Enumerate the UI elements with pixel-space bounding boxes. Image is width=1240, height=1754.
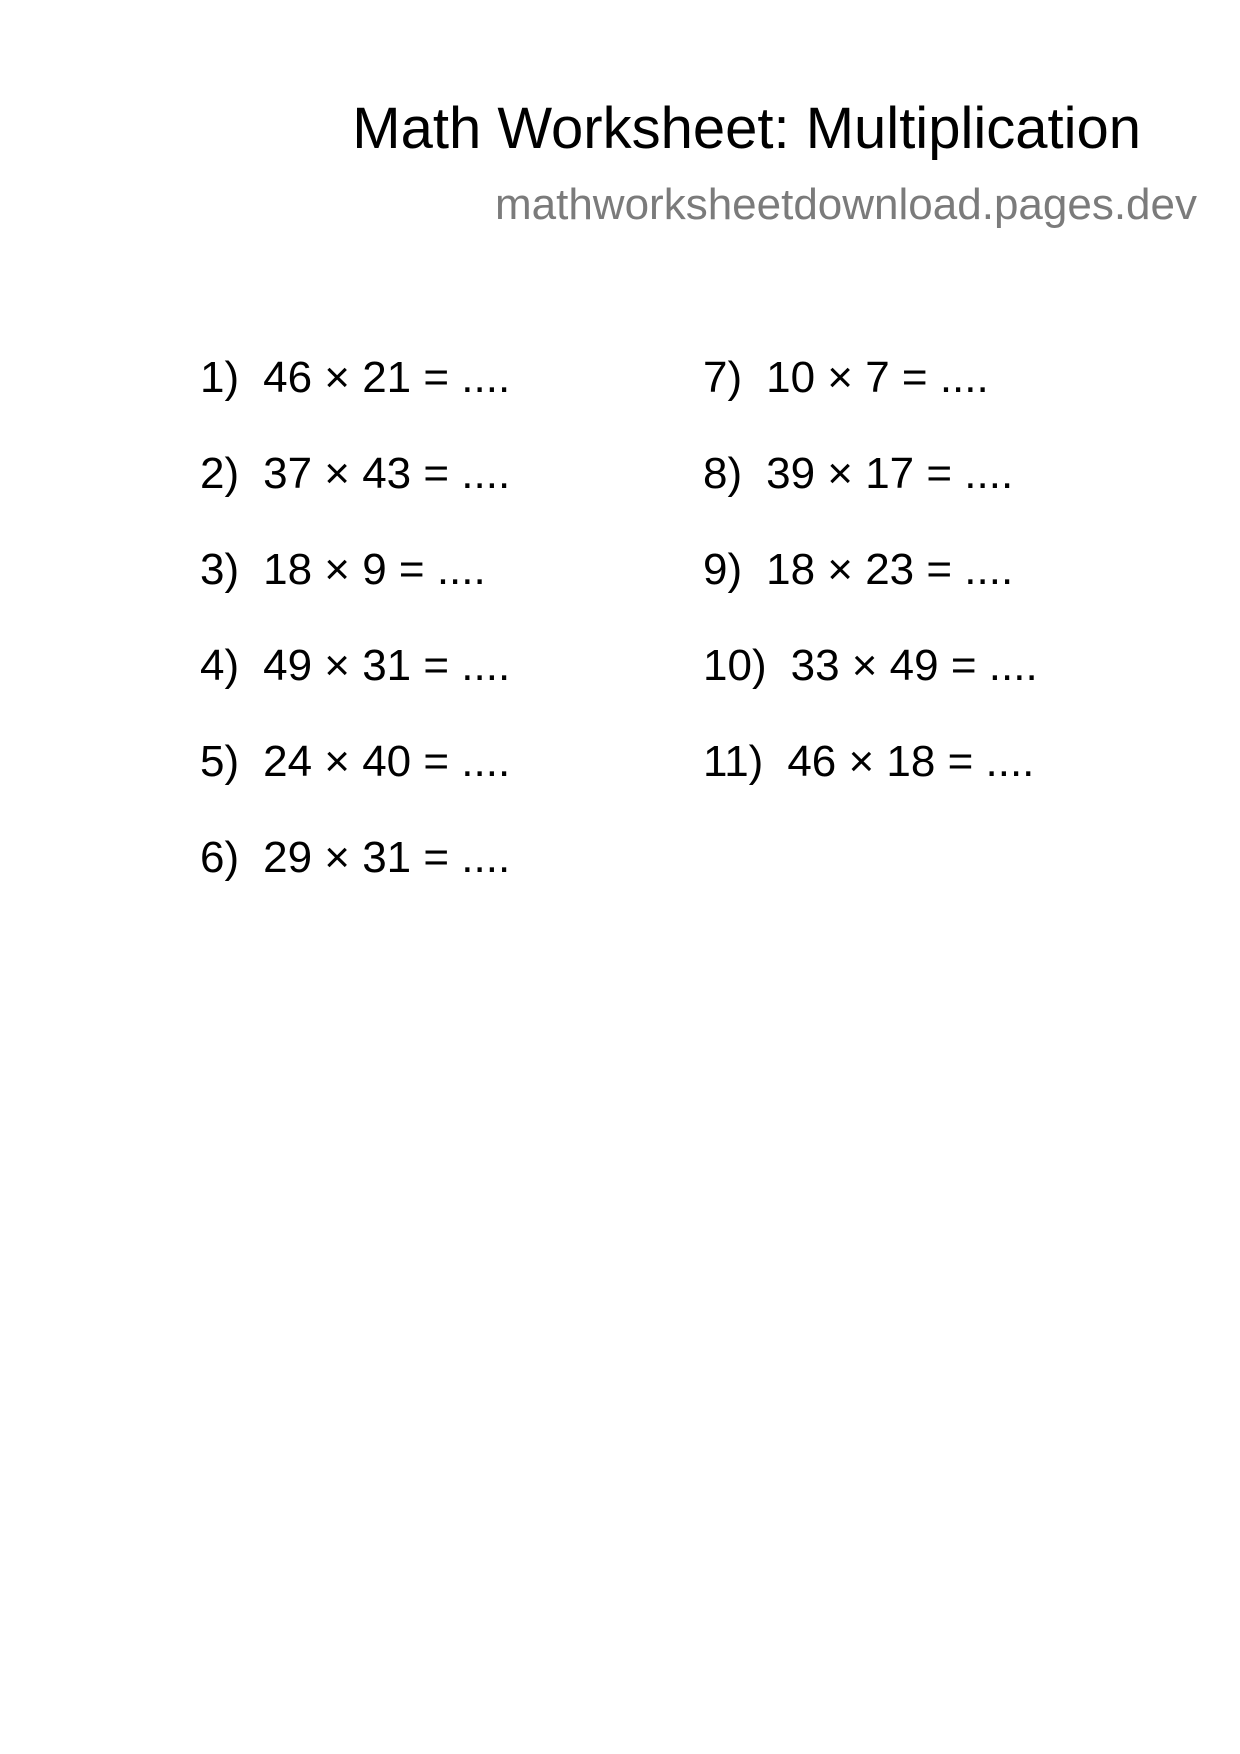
problem-item: [703, 546, 1038, 642]
problem-item: [200, 450, 510, 546]
problem-expression: 18 × 9 = ....: [263, 545, 486, 594]
problem-expression: 37 × 43 = ....: [263, 449, 511, 498]
problem-number: 6): [200, 833, 240, 882]
problem-expression: 24 × 40 = ....: [263, 737, 511, 786]
problem-number: 7): [703, 353, 743, 402]
problem-number: 10): [703, 641, 767, 690]
problem-item: [200, 546, 510, 642]
problem-item: [200, 642, 510, 738]
page-title: Math Worksheet: Multiplication: [352, 96, 1141, 161]
problem-expression: 33 × 49 = ....: [790, 641, 1038, 690]
problem-number: 8): [703, 449, 743, 498]
problem-number: 2): [200, 449, 240, 498]
problem-expression: 46 × 18 = ....: [787, 737, 1035, 786]
problem-number: 5): [200, 737, 240, 786]
problems-column-right: [703, 354, 1038, 834]
problem-item: [200, 354, 510, 450]
problem-number: 3): [200, 545, 240, 594]
page-subtitle: mathworksheetdownload.pages.dev: [494, 180, 1197, 229]
problem-number: 9): [703, 545, 743, 594]
problem-expression: 18 × 23 = ....: [766, 545, 1014, 594]
problem-item: [703, 738, 1038, 834]
problem-expression: 29 × 31 = ....: [263, 833, 511, 882]
problem-item: [200, 834, 510, 930]
problem-number: 1): [200, 353, 240, 402]
problem-number: 11): [703, 737, 764, 786]
problem-expression: 49 × 31 = ....: [263, 641, 511, 690]
problem-number: 4): [200, 641, 240, 690]
problem-expression: 46 × 21 = ....: [263, 353, 511, 402]
problem-item: [703, 354, 1038, 450]
problem-item: [200, 738, 510, 834]
problem-item: [703, 450, 1038, 546]
problem-expression: 10 × 7 = ....: [766, 353, 989, 402]
problems-column-left: [200, 354, 510, 930]
problem-expression: 39 × 17 = ....: [766, 449, 1014, 498]
problem-item: [703, 642, 1038, 738]
